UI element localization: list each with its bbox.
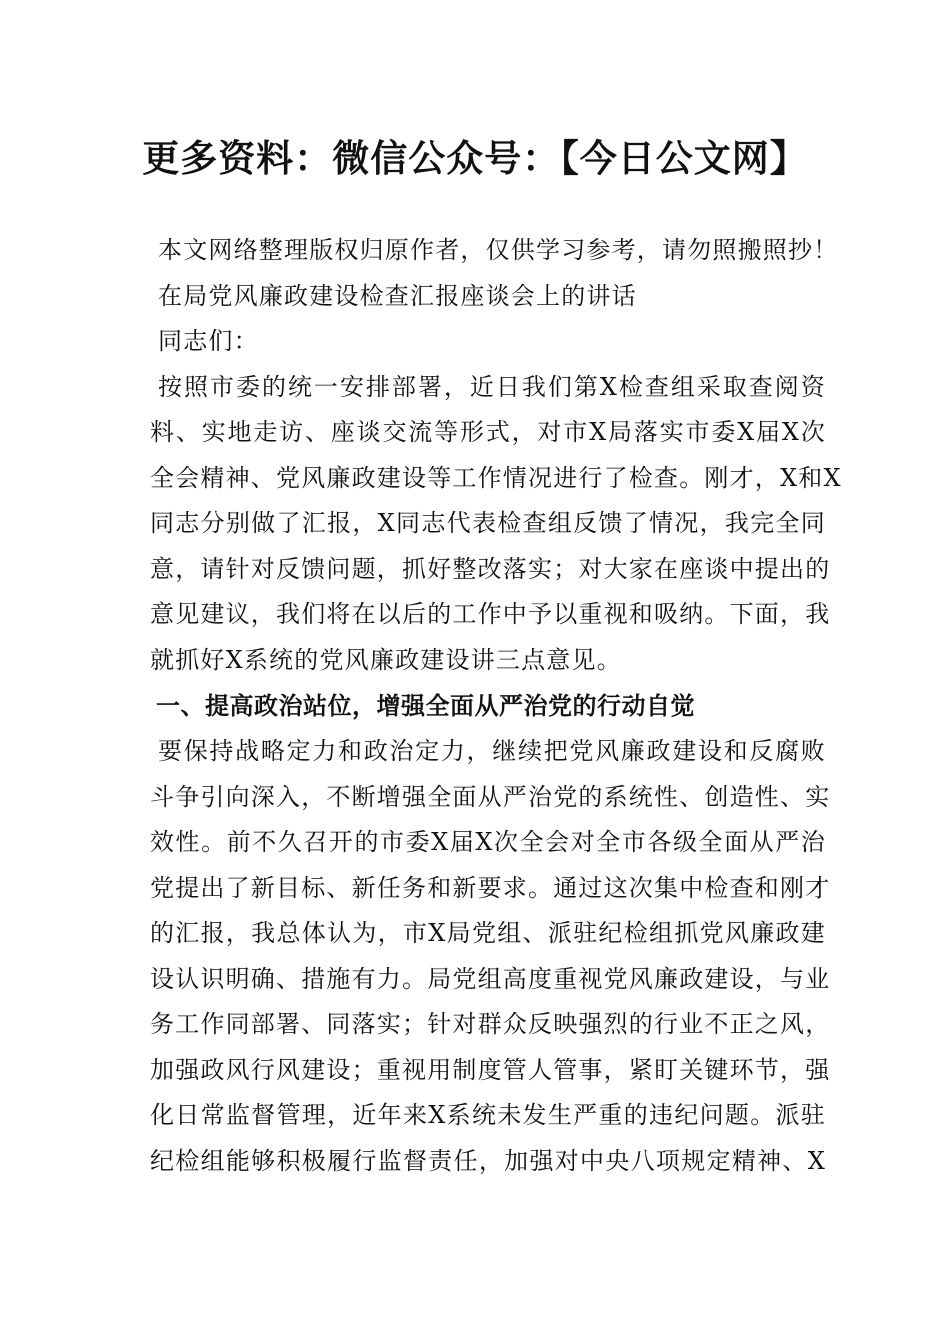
salutation: 同志们： xyxy=(158,327,259,355)
paragraph-line: 同志分别做了汇报，X同志代表检查组反馈了情况，我完全同 xyxy=(150,509,826,537)
paragraph-line: 斗争引向深入，不断增强全面从严治党的系统性、创造性、实 xyxy=(150,782,831,811)
intro-paragraph xyxy=(150,365,842,684)
paragraph-line: 料、实地走访、座谈交流等形式，对市X局落实市委X届X次 xyxy=(150,418,826,446)
paragraph-line: 党提出了新目标、新任务和新要求。通过这次集中检查和刚才 xyxy=(150,873,831,902)
paragraph-line: 纪检组能够积极履行监督责任，加强对中央八项规定精神、X xyxy=(150,1146,826,1175)
paragraph-line: 效性。前不久召开的市委X届X次全会对全市各级全面从严治 xyxy=(150,828,826,856)
page-header-title: 更多资料：微信公众号：【今日公文网】 xyxy=(142,137,808,180)
paragraph-line: 全会精神、党风廉政建设等工作情况进行了检查。刚才，X和X xyxy=(150,463,842,492)
paragraph-line: 的汇报，我总体认为，市X局党组、派驻纪检组抓党风廉政建 xyxy=(150,919,826,947)
copyright-notice: 本文网络整理版权归原作者，仅供学习参考，请勿照搬照抄！ xyxy=(158,236,839,264)
paragraph-line: 意见建议，我们将在以后的工作中予以重视和吸纳。下面，我 xyxy=(150,600,831,628)
paragraph-line: 就抓好X系统的党风廉政建设讲三点意见。 xyxy=(150,645,622,674)
paragraph-line: 化日常监督管理，近年来X系统未发生严重的违纪问题。派驻 xyxy=(150,1101,826,1129)
paragraph-line: 务工作同部署、同落实；针对群众反映强烈的行业不正之风， xyxy=(150,1010,831,1038)
speech-title: 在局党风廉政建设检查汇报座谈会上的讲话 xyxy=(158,281,637,310)
paragraph-line: 要保持战略定力和政治定力，继续把党风廉政建设和反腐败 xyxy=(158,737,826,765)
document-body xyxy=(150,228,842,1184)
section-one-paragraph xyxy=(150,729,831,1184)
paragraph-line: 设认识明确、措施有力。局党组高度重视党风廉政建设，与业 xyxy=(150,964,831,993)
paragraph-line: 按照市委的统一安排部署，近日我们第X检查组采取查阅资 xyxy=(158,372,826,401)
section-one-heading: 一、提高政治站位，增强全面从严治党的行动自觉 xyxy=(156,692,695,720)
paragraph-line: 意，请针对反馈问题，抓好整改落实；对大家在座谈中提出的 xyxy=(150,554,831,583)
paragraph-line: 加强政风行风建设；重视用制度管人管事，紧盯关键环节，强 xyxy=(150,1055,831,1084)
